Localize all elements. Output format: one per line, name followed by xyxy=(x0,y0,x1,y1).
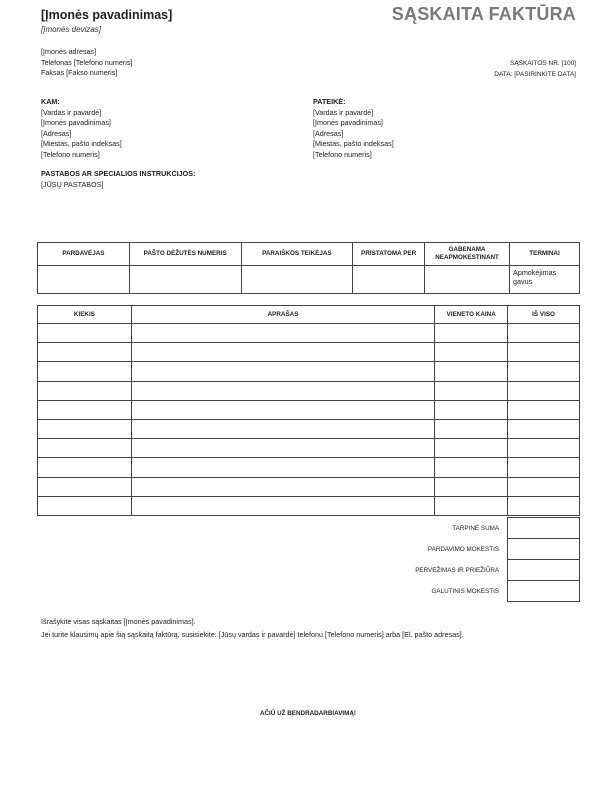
line-total-cell[interactable] xyxy=(508,458,580,477)
col-requisitioner: PARAIŠKOS TEIKĖJAS xyxy=(241,243,353,266)
col-shipped-via: PRISTATOMA PER xyxy=(353,243,425,266)
bill-to-label: KAM: xyxy=(41,97,60,106)
unit-price-cell[interactable] xyxy=(435,458,508,477)
unit-price-cell[interactable] xyxy=(435,419,508,438)
company-motto: [Įmonės devizas] xyxy=(41,25,102,34)
quantity-cell[interactable] xyxy=(38,400,132,419)
ship-to-line: [Vardas ir pavardė] xyxy=(313,107,374,117)
invoice-meta xyxy=(494,58,576,80)
po-number-cell[interactable] xyxy=(129,266,241,294)
total-due-row xyxy=(37,581,580,602)
shipping-row xyxy=(37,560,580,581)
ship-to-line: [Telefono numeris] xyxy=(313,149,372,159)
line-total-cell[interactable] xyxy=(508,400,580,419)
item-row xyxy=(38,343,580,362)
item-row xyxy=(38,362,580,381)
unit-price-cell[interactable] xyxy=(435,324,508,343)
shipping-header-row xyxy=(38,243,580,266)
item-row xyxy=(38,400,580,419)
col-description: APRAŠAS xyxy=(131,306,434,324)
col-quantity: KIEKIS xyxy=(38,306,132,324)
shipping-label: PERVEŽIMAS IR PRIEŽIŪRA xyxy=(415,566,500,574)
description-cell[interactable] xyxy=(131,439,434,458)
line-total-cell[interactable] xyxy=(508,324,580,343)
item-row xyxy=(38,419,580,438)
quantity-cell[interactable] xyxy=(38,477,132,496)
col-salesperson: PARDAVĖJAS xyxy=(38,243,130,266)
quantity-cell[interactable] xyxy=(38,343,132,362)
quantity-cell[interactable] xyxy=(38,419,132,438)
description-cell[interactable] xyxy=(131,381,434,400)
unit-price-cell[interactable] xyxy=(435,439,508,458)
shipped-via-cell[interactable] xyxy=(353,266,425,294)
shipping-value-row xyxy=(38,266,580,294)
salesperson-cell[interactable] xyxy=(38,266,130,294)
col-po-number: PAŠTO DĖŽUTĖS NUMERIS xyxy=(129,243,241,266)
item-row xyxy=(38,477,580,496)
items-table xyxy=(37,305,580,516)
terms-cell[interactable]: Apmokėjimas gavus xyxy=(510,266,580,294)
total-due-value[interactable] xyxy=(508,581,580,602)
ship-to-line: [Adresas] xyxy=(313,128,344,138)
item-row xyxy=(38,439,580,458)
sales-tax-row xyxy=(37,539,580,560)
company-fax: Faksas [Fakso numeris] xyxy=(41,68,118,78)
line-total-cell[interactable] xyxy=(508,496,580,515)
thank-you-message: AČIŪ UŽ BENDRADARBIAVIMĄ! xyxy=(259,710,357,717)
ship-to-label: PATEIKĖ: xyxy=(313,97,346,106)
quantity-cell[interactable] xyxy=(38,458,132,477)
description-cell[interactable] xyxy=(131,419,434,438)
unit-price-cell[interactable] xyxy=(435,477,508,496)
line-total-cell[interactable] xyxy=(508,419,580,438)
quantity-cell[interactable] xyxy=(38,496,132,515)
bill-to-line: [Vardas ir pavardė] xyxy=(41,107,102,117)
unit-price-cell[interactable] xyxy=(435,362,508,381)
item-row xyxy=(38,458,580,477)
subtotal-value[interactable] xyxy=(508,518,580,539)
line-total-cell[interactable] xyxy=(508,477,580,496)
quantity-cell[interactable] xyxy=(38,324,132,343)
description-cell[interactable] xyxy=(131,324,434,343)
line-total-cell[interactable] xyxy=(508,439,580,458)
bill-to-line: [Telefono numeris] xyxy=(41,149,100,159)
bill-to-line: [Adresas] xyxy=(41,128,72,138)
shipping-value[interactable] xyxy=(508,560,580,581)
requisitioner-cell[interactable] xyxy=(241,266,353,294)
shipping-table xyxy=(37,242,580,294)
invoice-date: DATA: [PASIRINKITE DATA] xyxy=(494,71,576,78)
footer-contact-note: Jei turite klausimų apie šią sąskaitą faktūrą, susisiekite: [Jūsų vardas ir pavardė] telefonu [Telefono numeris] arba [El. pašto adresas]. xyxy=(41,630,464,639)
bill-to-block xyxy=(41,97,122,161)
items-header-row xyxy=(38,306,580,324)
invoice-title: SĄSKAITA FAKTŪRA xyxy=(391,4,576,24)
col-terms: TERMINAI xyxy=(510,243,580,266)
total-due-label: GALUTINIS MOKESTIS xyxy=(431,587,500,595)
col-line-total: IŠ VISO xyxy=(508,306,580,324)
sales-tax-value[interactable] xyxy=(508,539,580,560)
totals-table xyxy=(37,517,580,602)
subtotal-row xyxy=(37,518,580,539)
quantity-cell[interactable] xyxy=(38,381,132,400)
unit-price-cell[interactable] xyxy=(435,381,508,400)
item-row xyxy=(38,324,580,343)
notes-block xyxy=(41,169,195,190)
company-phone: Telefonas [Telefono numeris] xyxy=(41,57,133,67)
description-cell[interactable] xyxy=(131,458,434,477)
item-row xyxy=(38,496,580,515)
company-name: [Įmonės pavadinimas] xyxy=(41,8,173,22)
unit-price-cell[interactable] xyxy=(435,496,508,515)
footer-checks-note: Išrašykite visas sąskaitas [Įmonės pavadinimas]. xyxy=(41,617,196,626)
description-cell[interactable] xyxy=(131,400,434,419)
description-cell[interactable] xyxy=(131,477,434,496)
notes-text: [JŪSŲ PASTABOS] xyxy=(41,179,104,189)
unit-price-cell[interactable] xyxy=(435,343,508,362)
invoice-number: SĄSKAITOS NR. [100] xyxy=(510,60,576,67)
line-total-cell[interactable] xyxy=(508,343,580,362)
notes-label: PASTABOS AR SPECIALIOS INSTRUKCIJOS: xyxy=(41,169,196,178)
sales-tax-label: PARDAVIMO MOKESTIS xyxy=(427,545,500,553)
company-contact xyxy=(41,47,133,79)
ship-to-block xyxy=(313,97,394,161)
subtotal-label: TARPINĖ SUMA xyxy=(452,524,500,532)
description-cell[interactable] xyxy=(131,343,434,362)
quantity-cell[interactable] xyxy=(38,362,132,381)
unit-price-cell[interactable] xyxy=(435,400,508,419)
bill-to-line: [Įmonės pavadinimas] xyxy=(41,118,111,128)
quantity-cell[interactable] xyxy=(38,439,132,458)
description-cell[interactable] xyxy=(131,496,434,515)
item-row xyxy=(38,381,580,400)
fob-point-cell[interactable] xyxy=(425,266,510,294)
col-fob-point: GABENAMA NEAPMOKESTINANT xyxy=(425,243,510,266)
ship-to-line: [Miestas, pašto indeksas] xyxy=(313,139,394,149)
bill-to-line: [Miestas, pašto indeksas] xyxy=(41,139,122,149)
company-address: [Įmonės adresas] xyxy=(41,47,97,56)
items-body xyxy=(38,324,580,516)
ship-to-line: [Įmonės pavadinimas] xyxy=(313,118,383,128)
col-unit-price: VIENETO KAINA xyxy=(435,306,508,324)
line-total-cell[interactable] xyxy=(508,381,580,400)
description-cell[interactable] xyxy=(131,362,434,381)
line-total-cell[interactable] xyxy=(508,362,580,381)
